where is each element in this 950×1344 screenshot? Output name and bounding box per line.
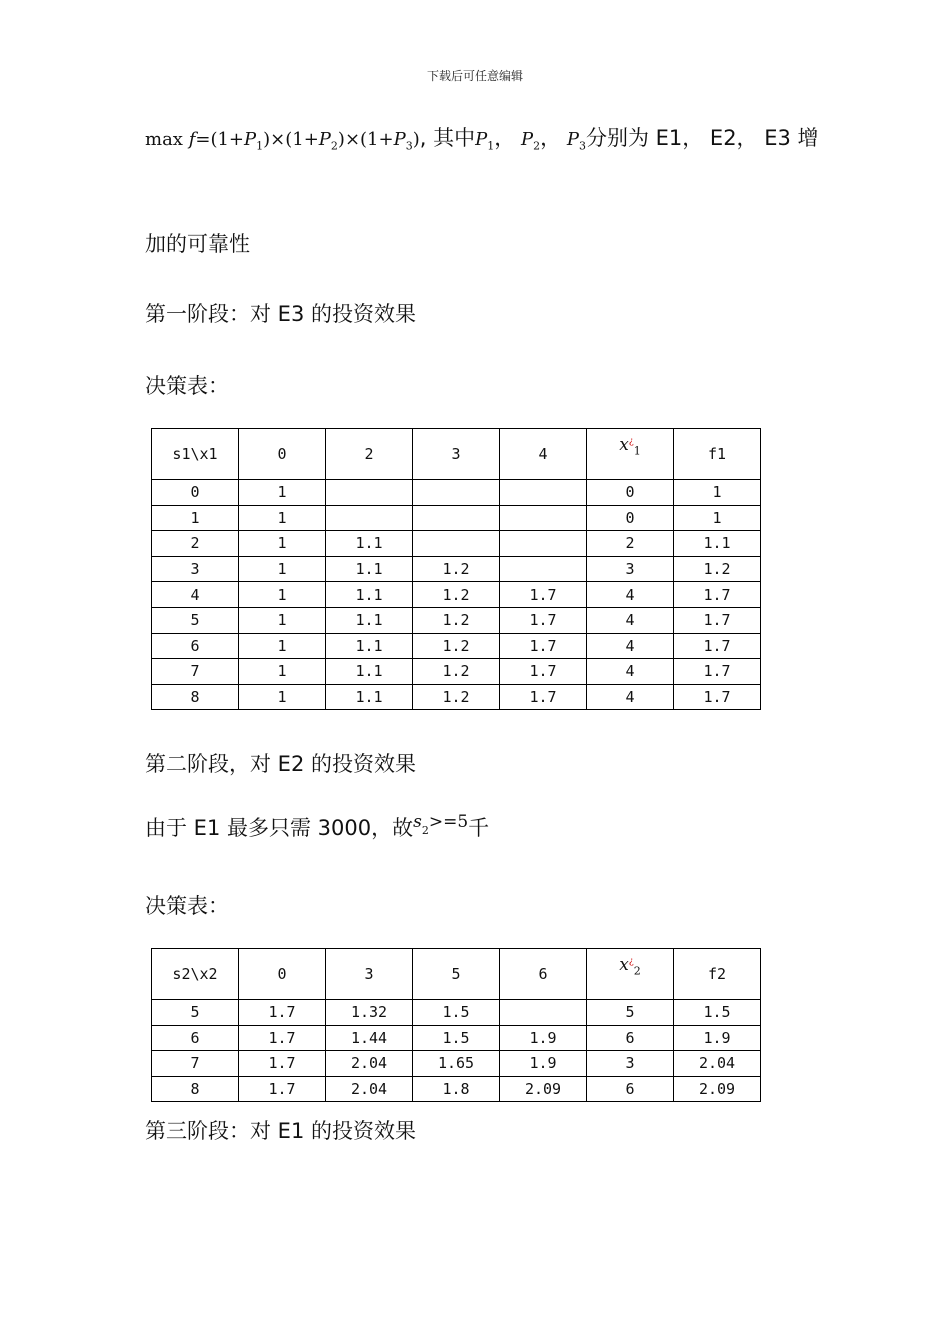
table-cell <box>500 480 587 506</box>
table-cell: 1 <box>674 480 761 506</box>
header-cell: 5 <box>413 949 500 1000</box>
xstar-symbol <box>619 954 641 978</box>
table-cell <box>413 505 500 531</box>
table-cell: 8 <box>152 684 239 710</box>
table-row <box>152 505 761 531</box>
table-cell: 4 <box>587 607 674 633</box>
table-cell: 6 <box>587 1025 674 1051</box>
table-cell <box>500 505 587 531</box>
condition-line <box>145 812 489 843</box>
table-cell: 1 <box>239 607 326 633</box>
table-cell: 1.7 <box>674 633 761 659</box>
table-cell: 1.7 <box>239 1000 326 1026</box>
formula-p2: P <box>318 129 331 150</box>
formula-p1: P <box>244 129 257 150</box>
table-cell: 1.2 <box>674 556 761 582</box>
table-cell: 7 <box>152 1051 239 1077</box>
table-cell: 1.1 <box>326 556 413 582</box>
table-cell: 1.5 <box>413 1025 500 1051</box>
table-row <box>152 1051 761 1077</box>
table-cell: 6 <box>152 633 239 659</box>
table-header-row <box>152 429 761 480</box>
table-cell: 7 <box>152 659 239 685</box>
table-cell: 1.7 <box>500 684 587 710</box>
xstar-symbol <box>619 434 641 458</box>
header-cell: s1\x1 <box>152 429 239 480</box>
table-body <box>152 1000 761 1102</box>
formula-p3: P <box>393 129 406 150</box>
header-cell: 2 <box>326 429 413 480</box>
formula-sep: ， <box>540 126 562 150</box>
formula-text: 分别为 E1， E2， E3 增 <box>585 126 819 150</box>
table-cell: 1.7 <box>239 1051 326 1077</box>
table-cell: 5 <box>152 1000 239 1026</box>
table-cell: 8 <box>152 1076 239 1102</box>
table-cell <box>326 480 413 506</box>
xstar-var: x <box>619 954 629 975</box>
formula-sub1-ref: 1 <box>487 139 495 153</box>
table-cell: 4 <box>587 633 674 659</box>
decision-label-2: 决策表： <box>145 894 229 918</box>
header-cell: 0 <box>239 949 326 1000</box>
table-cell: 5 <box>587 1000 674 1026</box>
header-cell: f1 <box>674 429 761 480</box>
table-cell <box>413 480 500 506</box>
table-cell: 1.7 <box>674 582 761 608</box>
table-cell: 1 <box>239 684 326 710</box>
continuation-text: 加的可靠性 <box>145 232 250 256</box>
xstar-var: x <box>619 434 629 455</box>
formula-sub2-ref: 2 <box>533 139 541 153</box>
table-cell: 5 <box>152 607 239 633</box>
table-cell: 1.2 <box>413 582 500 608</box>
table-cell: 0 <box>587 505 674 531</box>
table-cell: 1.5 <box>674 1000 761 1026</box>
condition-var: s <box>413 812 422 832</box>
table-cell: 1.9 <box>500 1051 587 1077</box>
table-row <box>152 556 761 582</box>
decision-table-1 <box>151 428 761 710</box>
table-cell: 1.9 <box>674 1025 761 1051</box>
table-row <box>152 1076 761 1102</box>
table-cell: 1.7 <box>500 633 587 659</box>
table-cell: 3 <box>587 556 674 582</box>
table-cell: 1.1 <box>674 531 761 557</box>
header-cell: s2\x2 <box>152 949 239 1000</box>
table-row <box>152 684 761 710</box>
table-cell <box>326 505 413 531</box>
xstar-sub: 2 <box>633 964 641 978</box>
table-cell: 1.7 <box>674 684 761 710</box>
table-cell: 1 <box>152 505 239 531</box>
stage2-heading: 第二阶段，对 E2 的投资效果 <box>145 752 416 776</box>
table-cell: 1 <box>239 659 326 685</box>
table-cell: 3 <box>152 556 239 582</box>
table-cell: 1.8 <box>413 1076 500 1102</box>
table-row <box>152 633 761 659</box>
table-cell: 1.7 <box>674 607 761 633</box>
formula-f: f <box>188 129 196 150</box>
table-cell: 1.1 <box>326 582 413 608</box>
table-cell: 1 <box>239 582 326 608</box>
table-cell: 1 <box>239 633 326 659</box>
formula-p2-ref: P <box>520 129 534 150</box>
header-cell: 6 <box>500 949 587 1000</box>
formula-sub3-ref: 3 <box>578 139 586 153</box>
table-body <box>152 480 761 710</box>
stage3-heading: 第三阶段：对 E1 的投资效果 <box>145 1119 416 1143</box>
header-cell: 0 <box>239 429 326 480</box>
table-cell: 1.7 <box>500 582 587 608</box>
table-cell: 1.1 <box>326 659 413 685</box>
formula-sub3: 3 <box>405 139 413 153</box>
header-cell-xstar <box>587 429 674 480</box>
table-cell: 1.7 <box>500 607 587 633</box>
table-cell: 4 <box>587 684 674 710</box>
header-cell-xstar <box>587 949 674 1000</box>
table-cell: 2.04 <box>326 1051 413 1077</box>
table-cell: 4 <box>152 582 239 608</box>
table-cell: 1.9 <box>500 1025 587 1051</box>
condition-rel: >=5 <box>428 812 469 832</box>
decision-table-2 <box>151 948 761 1102</box>
table-row <box>152 1025 761 1051</box>
table-cell: 0 <box>152 480 239 506</box>
stage1-heading: 第一阶段：对 E3 的投资效果 <box>145 302 416 326</box>
formula-part: )×(1+ <box>337 129 394 150</box>
table-cell: 0 <box>587 480 674 506</box>
table-cell: 1.65 <box>413 1051 500 1077</box>
condition-sub: 2 <box>421 824 429 838</box>
table-cell: 1 <box>239 480 326 506</box>
table-cell: 1.7 <box>239 1076 326 1102</box>
header-cell: 3 <box>413 429 500 480</box>
table-cell: 1.1 <box>326 607 413 633</box>
table-cell: 1.2 <box>413 633 500 659</box>
table-cell: 1.2 <box>413 659 500 685</box>
table-cell: 1 <box>239 556 326 582</box>
table-cell: 1 <box>674 505 761 531</box>
table-cell: 1.1 <box>326 633 413 659</box>
condition-suffix: 千 <box>468 816 490 840</box>
xstar-sup: ¿ <box>628 436 634 447</box>
table-row <box>152 607 761 633</box>
table-row <box>152 531 761 557</box>
header-cell: 3 <box>326 949 413 1000</box>
table-cell: 4 <box>587 659 674 685</box>
table-cell: 2.04 <box>326 1076 413 1102</box>
table-cell <box>500 531 587 557</box>
page-header: 下载后可任意编辑 <box>426 69 523 83</box>
table-cell: 1.2 <box>413 684 500 710</box>
formula-part: )×(1+ <box>263 129 319 150</box>
table-cell: 6 <box>587 1076 674 1102</box>
table-cell: 1.5 <box>413 1000 500 1026</box>
table-row <box>152 582 761 608</box>
table-cell: 6 <box>152 1025 239 1051</box>
table-cell: 1.44 <box>326 1025 413 1051</box>
header-cell: f2 <box>674 949 761 1000</box>
table-row <box>152 480 761 506</box>
xstar-sub: 1 <box>633 444 641 458</box>
table-cell: 2.04 <box>674 1051 761 1077</box>
table-cell: 1.2 <box>413 556 500 582</box>
objective-formula <box>145 122 819 153</box>
table-cell: 1 <box>239 505 326 531</box>
table-cell <box>413 531 500 557</box>
formula-text: , 其中 <box>419 126 476 150</box>
formula-sub2: 2 <box>330 139 338 153</box>
table-cell: 1.7 <box>239 1025 326 1051</box>
header-cell: 4 <box>500 429 587 480</box>
formula-sub1: 1 <box>256 139 264 153</box>
table-cell <box>500 1000 587 1026</box>
formula-part: ) <box>412 129 420 150</box>
table-cell: 4 <box>587 582 674 608</box>
table-cell: 3 <box>587 1051 674 1077</box>
table-row <box>152 659 761 685</box>
formula-part: =(1+ <box>195 129 244 150</box>
formula-p3-ref: P <box>566 129 579 150</box>
formula-p1-ref: P <box>475 129 488 150</box>
decision-label-1: 决策表： <box>145 374 229 398</box>
table-cell: 1.1 <box>326 531 413 557</box>
xstar-sup: ¿ <box>628 956 634 967</box>
table-cell: 2.09 <box>500 1076 587 1102</box>
formula-max: max <box>145 129 183 150</box>
condition-prefix: 由于 E1 最多只需 3000，故 <box>145 816 414 840</box>
table-cell: 2.09 <box>674 1076 761 1102</box>
table-cell <box>500 556 587 582</box>
table-cell: 1.7 <box>500 659 587 685</box>
table-cell: 1 <box>239 531 326 557</box>
table-row <box>152 1000 761 1026</box>
table-cell: 2 <box>587 531 674 557</box>
table-cell: 1.32 <box>326 1000 413 1026</box>
table-header-row <box>152 949 761 1000</box>
table-cell: 1.7 <box>674 659 761 685</box>
formula-sep: ， <box>494 126 516 150</box>
table-cell: 1.1 <box>326 684 413 710</box>
table-cell: 1.2 <box>413 607 500 633</box>
table-cell: 2 <box>152 531 239 557</box>
